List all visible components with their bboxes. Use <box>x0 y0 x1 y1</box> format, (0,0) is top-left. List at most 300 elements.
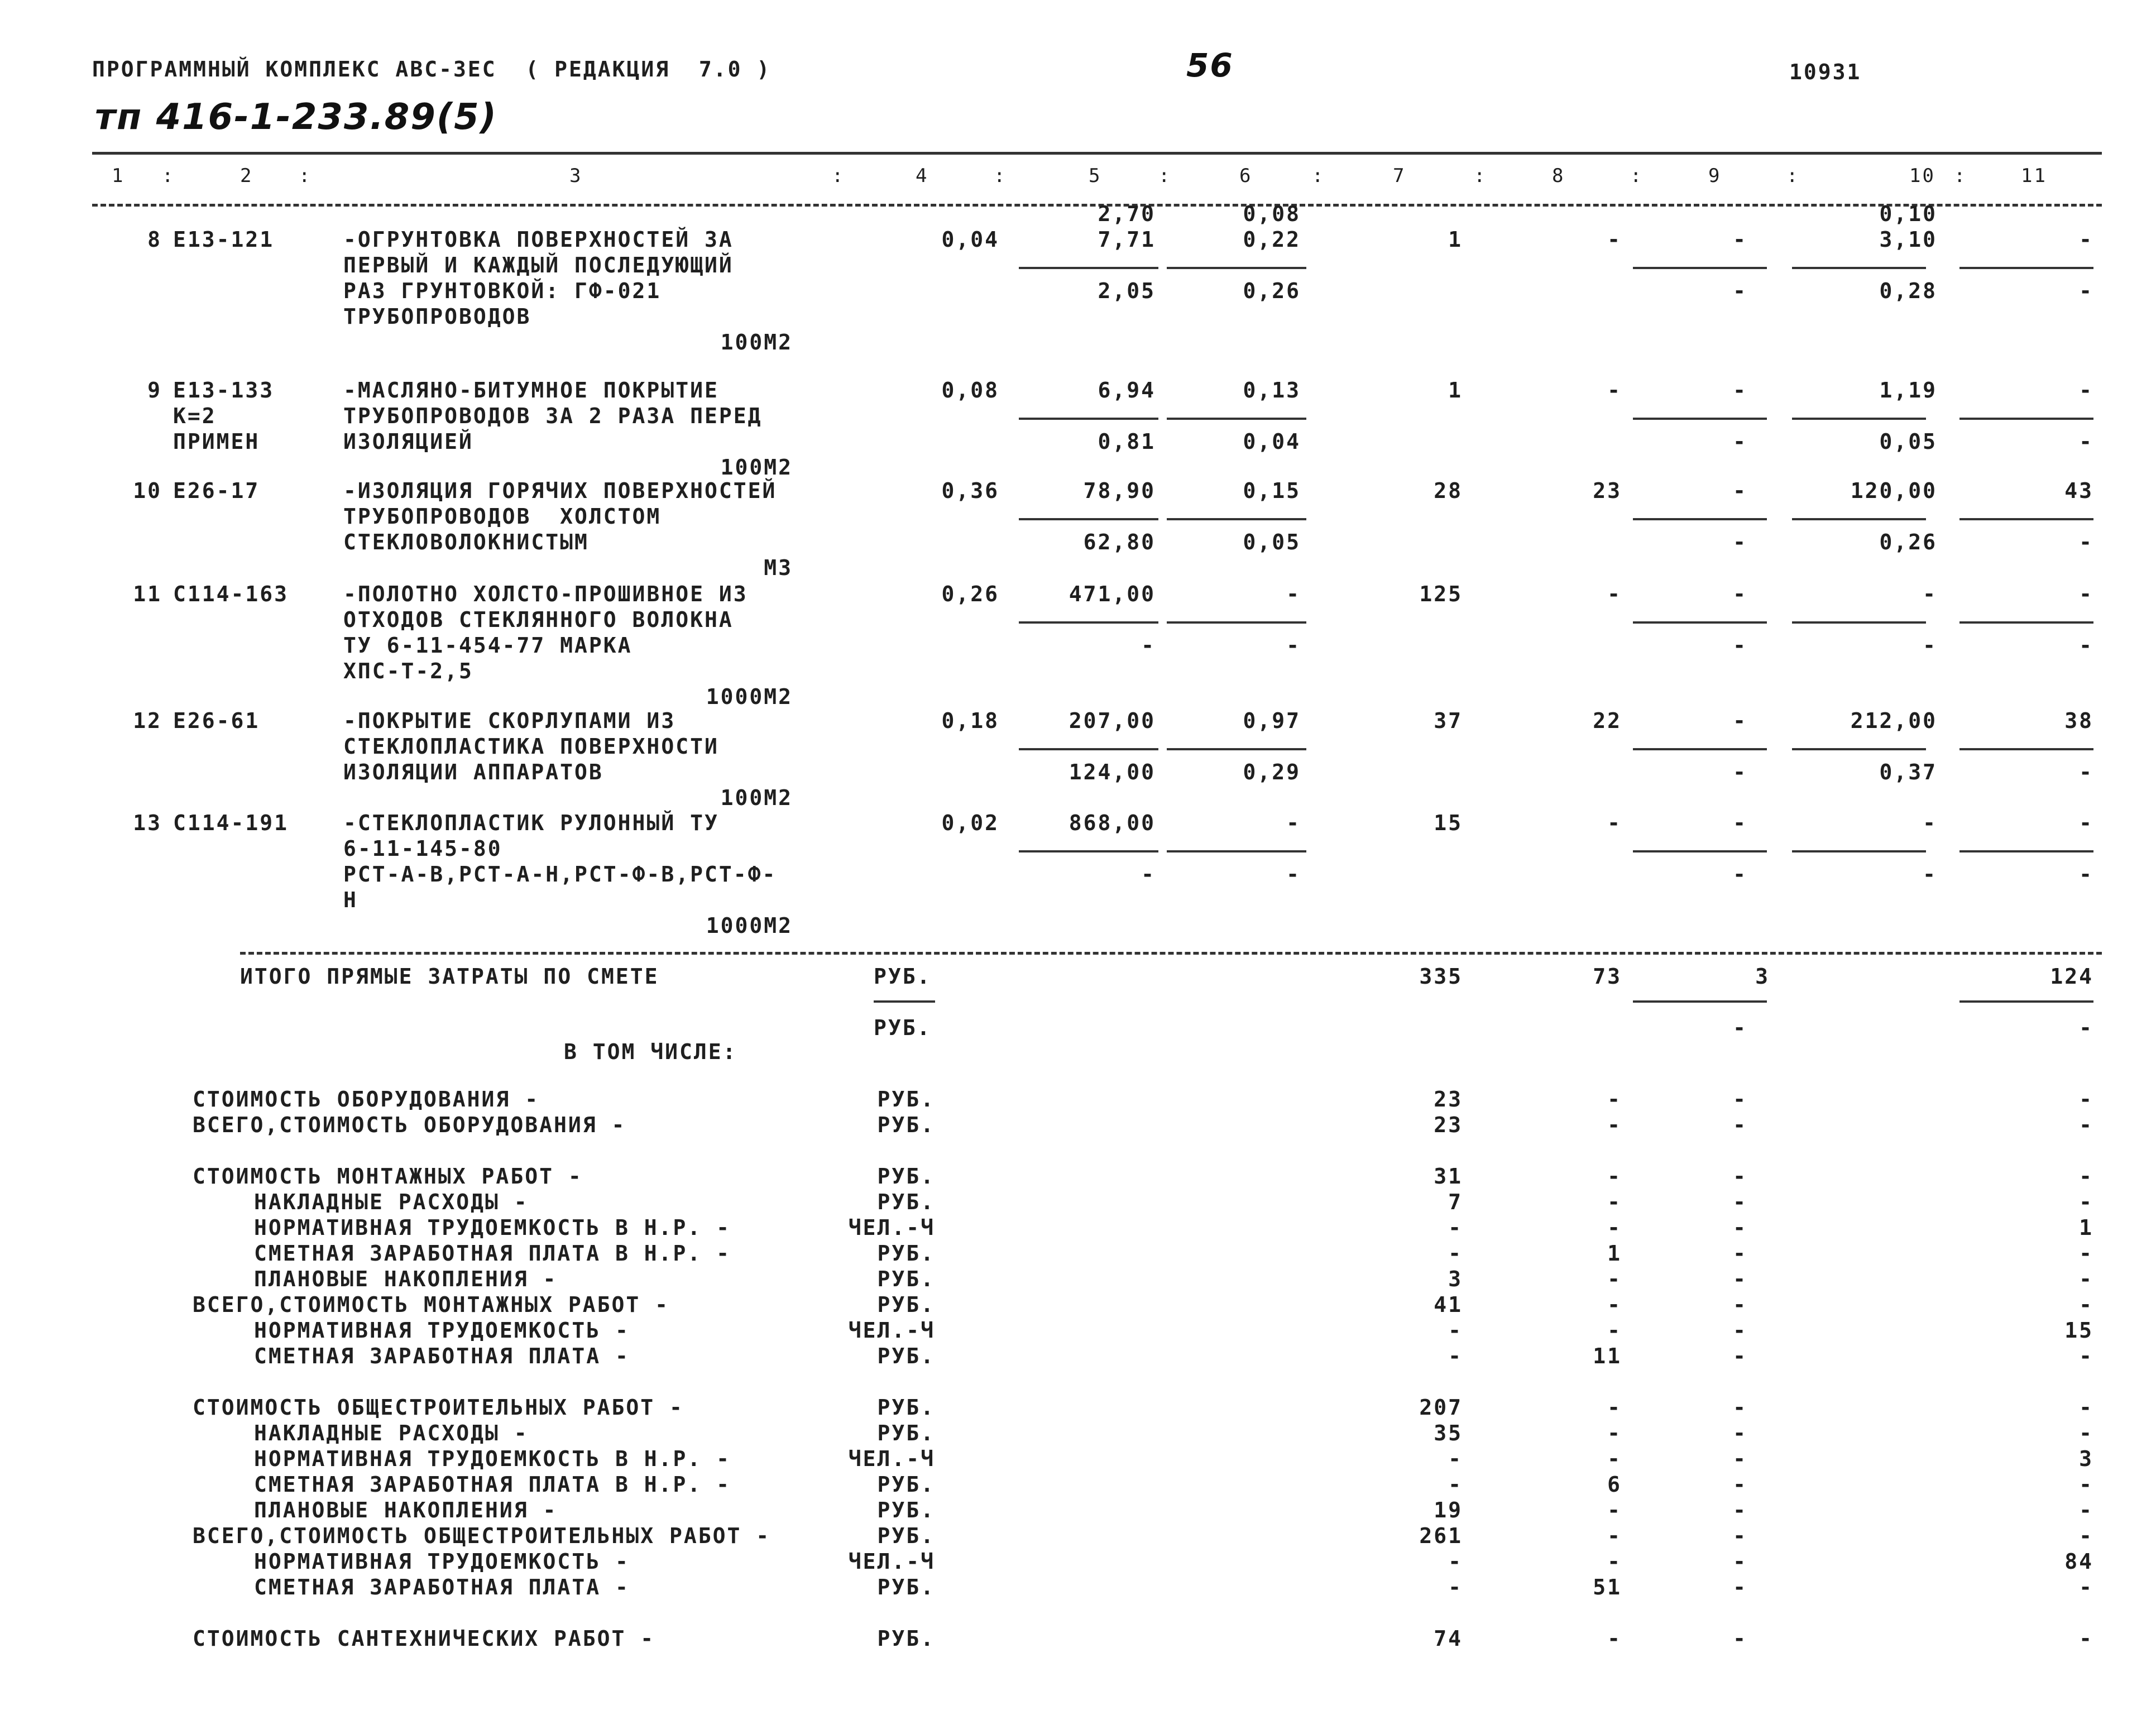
summary-col7: 261 <box>1419 1524 1463 1548</box>
summary-unit: РУБ. <box>877 1421 935 1445</box>
cell-col9: - <box>1733 478 1747 503</box>
column-header-label: : <box>299 165 312 187</box>
cell-col9: - <box>1733 227 1747 252</box>
summary-unit: РУБ. <box>877 1190 935 1214</box>
row-code: С114-191 <box>173 811 289 835</box>
summary-col9: - <box>1733 1087 1747 1112</box>
row-description-line: -ПОКРЫТИЕ СКОРЛУПАМИ ИЗ <box>343 708 676 733</box>
summary-col9: - <box>1733 1626 1747 1651</box>
summary-col8: 51 <box>1593 1575 1622 1599</box>
summary-unit: ЧЕЛ.-Ч <box>848 1549 935 1574</box>
summary-col11: - <box>2079 1524 2093 1548</box>
summary-col9: - <box>1733 1215 1747 1240</box>
cell-divider <box>1959 621 2093 624</box>
cell-col10: 3,10 <box>1879 227 1937 252</box>
cell-divider <box>1959 518 2093 520</box>
row-description-line: -ПОЛОТНО ХОЛСТО-ПРОШИВНОЕ ИЗ <box>343 582 748 606</box>
column-header-label: : <box>1474 165 1487 187</box>
column-header-label: 4 <box>916 165 929 187</box>
summary-unit: РУБ. <box>877 1344 935 1368</box>
summary-col7: - <box>1448 1215 1463 1240</box>
summary-label: СТОИМОСТЬ ОБОРУДОВАНИЯ - <box>193 1087 540 1112</box>
summary-unit: РУБ. <box>877 1267 935 1291</box>
cell-col10-sub: 0,28 <box>1879 279 1937 303</box>
row-description-line: СТЕКЛОПЛАСТИКА ПОВЕРХНОСТИ <box>343 734 719 759</box>
cell-col11: - <box>2079 227 2093 252</box>
summary-col11: - <box>2079 1292 2093 1317</box>
row-number: 12 <box>133 708 162 733</box>
cell-divider <box>1019 748 1158 750</box>
cell-col6: 0,15 <box>1243 478 1301 503</box>
summary-col11: 3 <box>2079 1446 2093 1471</box>
column-header-label: 1 <box>112 165 125 187</box>
cell-divider <box>1019 621 1158 624</box>
column-header-label: 10 <box>1909 165 1935 187</box>
cell-col8: - <box>1607 378 1622 403</box>
summary-label: НОРМАТИВНАЯ ТРУДОЕМКОСТЬ - <box>254 1549 630 1574</box>
row-unit: 100М2 <box>720 785 793 810</box>
summary-col9: - <box>1733 1575 1747 1599</box>
column-header-label: 11 <box>2021 165 2047 187</box>
program-title: ПРОГРАММНЫЙ КОМПЛЕКС АВС-ЗЕС ( РЕДАКЦИЯ 7.0 ) <box>92 57 772 82</box>
summary-col7: - <box>1448 1472 1463 1497</box>
summary-col7: 23 <box>1434 1113 1463 1137</box>
cell-divider <box>1959 748 2093 750</box>
summary-col9: - <box>1733 1344 1747 1368</box>
summary-col11: - <box>2079 1241 2093 1266</box>
summary-col9: - <box>1733 1164 1747 1189</box>
cell-col10-sub: - <box>1923 862 1937 887</box>
row-description-line: Н <box>343 888 358 912</box>
summary-col9: - <box>1733 1190 1747 1214</box>
cell-col8: - <box>1607 811 1622 835</box>
row-description-line: ХПС-Т-2,5 <box>343 659 473 683</box>
cell-col10-sub: - <box>1923 633 1937 658</box>
cell-col8: 22 <box>1593 708 1622 733</box>
summary-label: ВСЕГО,СТОИМОСТЬ МОНТАЖНЫХ РАБОТ - <box>193 1292 669 1317</box>
summary-col9: - <box>1733 1446 1747 1471</box>
cell-col10: 120,00 <box>1850 478 1937 503</box>
summary-col8: - <box>1607 1395 1622 1420</box>
summary-unit: ЧЕЛ.-Ч <box>848 1318 935 1343</box>
summary-unit: РУБ. <box>877 1241 935 1266</box>
row-code: Е13-121 <box>173 227 275 252</box>
row-description-line: ТРУБОПРОВОДОВ ХОЛСТОМ <box>343 504 662 529</box>
summary-col8: - <box>1607 1087 1622 1112</box>
column-header-label: : <box>162 165 175 187</box>
summary-col8: 11 <box>1593 1344 1622 1368</box>
summary-col8: 6 <box>1607 1472 1622 1497</box>
cell-col5: 868,00 <box>1069 811 1156 835</box>
summary-unit: РУБ. <box>877 1087 935 1112</box>
cell-col11-sub: - <box>2079 633 2093 658</box>
summary-col7: 23 <box>1434 1087 1463 1112</box>
row-description-line: СТЕКЛОВОЛОКНИСТЫМ <box>343 530 589 554</box>
row-description-line: ТРУБОПРОВОДОВ ЗА 2 РАЗА ПЕРЕД <box>343 404 763 428</box>
summary-label: СМЕТНАЯ ЗАРАБОТНАЯ ПЛАТА - <box>254 1575 630 1599</box>
cell-divider <box>1019 850 1158 852</box>
summary-col7: - <box>1448 1318 1463 1343</box>
cell-col5-sub: 124,00 <box>1069 760 1156 784</box>
row-number: 13 <box>133 811 162 835</box>
summary-col11: - <box>2079 1626 2093 1651</box>
cell-col11: 43 <box>2064 478 2093 503</box>
column-header-label: : <box>994 165 1007 187</box>
row-number: 10 <box>133 478 162 503</box>
total-divider <box>1633 1000 1767 1003</box>
summary-unit: РУБ. <box>877 1472 935 1497</box>
row-description-line: -МАСЛЯНО-БИТУМНОЕ ПОКРЫТИЕ <box>343 378 719 403</box>
cell-col5-sub: 0,81 <box>1098 429 1156 454</box>
summary-col7: - <box>1448 1344 1463 1368</box>
cell-col10: - <box>1923 811 1937 835</box>
summary-label: ВСЕГО,СТОИМОСТЬ ОБЩЕСТРОИТЕЛЬНЫХ РАБОТ - <box>193 1524 771 1548</box>
summary-col9: - <box>1733 1395 1747 1420</box>
cell-qty: 0,26 <box>941 582 999 606</box>
cell-divider <box>1633 418 1767 420</box>
cell-qty: 0,04 <box>941 227 999 252</box>
summary-col11: - <box>2079 1190 2093 1214</box>
summary-unit: РУБ. <box>877 1395 935 1420</box>
cell-col6-pre: 0,08 <box>1243 202 1301 226</box>
cell-divider <box>1633 267 1767 269</box>
summary-col8: - <box>1607 1215 1622 1240</box>
summary-col11: 15 <box>2064 1318 2093 1343</box>
row-code: С114-163 <box>173 582 289 606</box>
total-unit-2: РУБ. <box>874 1016 932 1040</box>
total-col9-sub: - <box>1733 1016 1747 1040</box>
summary-col9: - <box>1733 1318 1747 1343</box>
row-unit: 1000М2 <box>706 913 793 938</box>
cell-col11-sub: - <box>2079 279 2093 303</box>
row-description-line: ТРУБОПРОВОДОВ <box>343 304 531 329</box>
cell-col6: - <box>1286 582 1301 606</box>
header-top-rule <box>92 152 2102 155</box>
cell-qty: 0,02 <box>941 811 999 835</box>
cell-col7: 15 <box>1434 811 1463 835</box>
column-header-label: : <box>1158 165 1172 187</box>
cell-divider <box>1019 267 1158 269</box>
total-col9: 3 <box>1755 964 1770 989</box>
cell-divider <box>1019 518 1158 520</box>
summary-label: СТОИМОСТЬ ОБЩЕСТРОИТЕЛЬНЫХ РАБОТ - <box>193 1395 684 1420</box>
summary-col9: - <box>1733 1524 1747 1548</box>
cell-col5-pre: 2,70 <box>1098 202 1156 226</box>
cell-col5: 471,00 <box>1069 582 1156 606</box>
cell-divider <box>1167 518 1306 520</box>
document-code: 10931 <box>1789 60 1862 84</box>
summary-col8: - <box>1607 1549 1622 1574</box>
summary-col9: - <box>1733 1113 1747 1137</box>
summary-label: НОРМАТИВНАЯ ТРУДОЕМКОСТЬ - <box>254 1318 630 1343</box>
summary-col11: - <box>2079 1421 2093 1445</box>
cell-divider <box>1792 418 1926 420</box>
summary-label: ВСЕГО,СТОИМОСТЬ ОБОРУДОВАНИЯ - <box>193 1113 626 1137</box>
row-number: 9 <box>147 378 162 403</box>
summary-unit: РУБ. <box>877 1524 935 1548</box>
summary-label: ПЛАНОВЫЕ НАКОПЛЕНИЯ - <box>254 1498 558 1522</box>
column-header-label: 3 <box>569 165 583 187</box>
cell-col11: - <box>2079 378 2093 403</box>
column-header-label: : <box>1630 165 1644 187</box>
summary-col7: 31 <box>1434 1164 1463 1189</box>
summary-label: СТОИМОСТЬ МОНТАЖНЫХ РАБОТ - <box>193 1164 583 1189</box>
cell-qty: 0,18 <box>941 708 999 733</box>
project-number: тп 416-1-233.89(5) <box>95 97 497 138</box>
summary-col7: 7 <box>1448 1190 1463 1214</box>
summary-col9: - <box>1733 1498 1747 1522</box>
including-heading: В ТОМ ЧИСЛЕ: <box>564 1040 737 1064</box>
summary-label: НАКЛАДНЫЕ РАСХОДЫ - <box>254 1190 529 1214</box>
summary-col8: - <box>1607 1292 1622 1317</box>
row-description-line: ОТХОДОВ СТЕКЛЯННОГО ВОЛОКНА <box>343 607 734 632</box>
column-header-label: : <box>1312 165 1325 187</box>
summary-col11: - <box>2079 1395 2093 1420</box>
total-rule <box>240 952 2102 955</box>
summary-label: НАКЛАДНЫЕ РАСХОДЫ - <box>254 1421 529 1445</box>
cell-col7: 37 <box>1434 708 1463 733</box>
cell-col9: - <box>1733 582 1747 606</box>
cell-col10: 1,19 <box>1879 378 1937 403</box>
cell-divider <box>1633 850 1767 852</box>
row-number: 11 <box>133 582 162 606</box>
summary-col11: - <box>2079 1498 2093 1522</box>
cell-col9-sub: - <box>1733 429 1747 454</box>
cell-col10-sub: 0,26 <box>1879 530 1937 554</box>
summary-label: НОРМАТИВНАЯ ТРУДОЕМКОСТЬ В Н.Р. - <box>254 1446 731 1471</box>
cell-col11-sub: - <box>2079 760 2093 784</box>
summary-col9: - <box>1733 1292 1747 1317</box>
cell-col9-sub: - <box>1733 530 1747 554</box>
summary-col8: - <box>1607 1164 1622 1189</box>
cell-col7: 1 <box>1448 227 1463 252</box>
row-unit: 100М2 <box>720 330 793 355</box>
cell-divider <box>1633 748 1767 750</box>
row-description-line: -ОГРУНТОВКА ПОВЕРХНОСТЕЙ ЗА <box>343 227 734 252</box>
summary-col9: - <box>1733 1241 1747 1266</box>
row-description-line: -ИЗОЛЯЦИЯ ГОРЯЧИХ ПОВЕРХНОСТЕЙ <box>343 478 777 503</box>
cell-col9-sub: - <box>1733 862 1747 887</box>
summary-col9: - <box>1733 1472 1747 1497</box>
cell-col7: 1 <box>1448 378 1463 403</box>
row-code-note: ПРИМЕН <box>173 429 260 454</box>
cell-divider <box>1959 418 2093 420</box>
cell-col6-sub: - <box>1286 633 1301 658</box>
summary-label: СМЕТНАЯ ЗАРАБОТНАЯ ПЛАТА - <box>254 1344 630 1368</box>
row-unit: М3 <box>764 555 793 580</box>
cell-col11: - <box>2079 811 2093 835</box>
column-header-label: 2 <box>240 165 253 187</box>
cell-divider <box>1633 518 1767 520</box>
column-header-label: : <box>1786 165 1800 187</box>
summary-col11: - <box>2079 1472 2093 1497</box>
cell-col5: 7,71 <box>1098 227 1156 252</box>
cell-col11-sub: - <box>2079 429 2093 454</box>
row-description-line: РАЗ ГРУНТОВКОЙ: ГФ-021 <box>343 279 662 303</box>
summary-unit: РУБ. <box>877 1164 935 1189</box>
summary-unit: РУБ. <box>877 1626 935 1651</box>
cell-col7: 28 <box>1434 478 1463 503</box>
column-header-label: : <box>1954 165 1967 187</box>
row-number: 8 <box>147 227 162 252</box>
cell-col10-sub: 0,37 <box>1879 760 1937 784</box>
summary-col8: - <box>1607 1626 1622 1651</box>
cell-col11: - <box>2079 582 2093 606</box>
summary-col8: 1 <box>1607 1241 1622 1266</box>
cell-col8: - <box>1607 582 1622 606</box>
summary-col11: 84 <box>2064 1549 2093 1574</box>
cell-col8: - <box>1607 227 1622 252</box>
cell-col5-sub: - <box>1141 862 1156 887</box>
row-code: Е13-133 <box>173 378 275 403</box>
row-unit: 100М2 <box>720 455 793 480</box>
total-col11-sub: - <box>2079 1016 2093 1040</box>
total-col11: 124 <box>2050 964 2093 989</box>
summary-col7: 19 <box>1434 1498 1463 1522</box>
cell-col5-sub: 62,80 <box>1083 530 1156 554</box>
cell-col6: 0,22 <box>1243 227 1301 252</box>
summary-col11: - <box>2079 1344 2093 1368</box>
column-header-label: 7 <box>1393 165 1406 187</box>
cell-col10-sub: 0,05 <box>1879 429 1937 454</box>
cell-col6-sub: 0,29 <box>1243 760 1301 784</box>
summary-col7: - <box>1448 1446 1463 1471</box>
summary-col11: - <box>2079 1087 2093 1112</box>
cell-divider <box>1792 621 1926 624</box>
cell-col6: - <box>1286 811 1301 835</box>
cell-col6-sub: - <box>1286 862 1301 887</box>
cell-col6: 0,97 <box>1243 708 1301 733</box>
summary-col8: - <box>1607 1113 1622 1137</box>
summary-col7: - <box>1448 1549 1463 1574</box>
summary-col11: - <box>2079 1575 2093 1599</box>
cell-col6: 0,13 <box>1243 378 1301 403</box>
summary-col7: 74 <box>1434 1626 1463 1651</box>
summary-unit: РУБ. <box>877 1113 935 1137</box>
cell-col9: - <box>1733 811 1747 835</box>
cell-qty: 0,08 <box>941 378 999 403</box>
column-header-label: 8 <box>1552 165 1565 187</box>
summary-col8: - <box>1607 1446 1622 1471</box>
row-description-line: ПЕРВЫЙ И КАЖДЫЙ ПОСЛЕДУЮЩИЙ <box>343 253 734 277</box>
cell-divider <box>1019 418 1158 420</box>
cell-divider <box>1167 850 1306 852</box>
column-header-label: 6 <box>1239 165 1253 187</box>
cell-divider <box>1792 748 1926 750</box>
summary-col7: 3 <box>1448 1267 1463 1291</box>
total-divider <box>874 1000 935 1003</box>
cell-col10: - <box>1923 582 1937 606</box>
row-description-line: 6-11-145-80 <box>343 836 502 861</box>
cell-col5-sub: - <box>1141 633 1156 658</box>
total-label: ИТОГО ПРЯМЫЕ ЗАТРАТЫ ПО СМЕТЕ <box>240 964 659 989</box>
cell-col6-sub: 0,04 <box>1243 429 1301 454</box>
cell-divider <box>1633 621 1767 624</box>
cell-col9-sub: - <box>1733 633 1747 658</box>
cell-divider <box>1792 850 1926 852</box>
cell-col9-sub: - <box>1733 279 1747 303</box>
cell-col5: 6,94 <box>1098 378 1156 403</box>
summary-col11: - <box>2079 1113 2093 1137</box>
row-description-line: -СТЕКЛОПЛАСТИК РУЛОННЫЙ ТУ <box>343 811 719 835</box>
cell-col9-sub: - <box>1733 760 1747 784</box>
cell-col9: - <box>1733 378 1747 403</box>
summary-col11: 1 <box>2079 1215 2093 1240</box>
summary-col9: - <box>1733 1267 1747 1291</box>
cell-col5-sub: 2,05 <box>1098 279 1156 303</box>
row-unit: 1000М2 <box>706 684 793 709</box>
page-number: 56 <box>1186 46 1234 84</box>
row-description-line: РСТ-А-В,РСТ-А-Н,РСТ-Ф-В,РСТ-Ф- <box>343 862 777 887</box>
summary-col8: - <box>1607 1318 1622 1343</box>
summary-col8: - <box>1607 1267 1622 1291</box>
summary-label: НОРМАТИВНАЯ ТРУДОЕМКОСТЬ В Н.Р. - <box>254 1215 731 1240</box>
summary-unit: РУБ. <box>877 1575 935 1599</box>
cell-divider <box>1167 267 1306 269</box>
cell-col8: 23 <box>1593 478 1622 503</box>
summary-label: СМЕТНАЯ ЗАРАБОТНАЯ ПЛАТА В Н.Р. - <box>254 1472 731 1497</box>
cell-col9: - <box>1733 708 1747 733</box>
summary-col11: - <box>2079 1267 2093 1291</box>
summary-unit: ЧЕЛ.-Ч <box>848 1446 935 1471</box>
row-code: Е26-61 <box>173 708 260 733</box>
cell-col11: 38 <box>2064 708 2093 733</box>
cell-col6-sub: 0,26 <box>1243 279 1301 303</box>
cell-divider <box>1792 518 1926 520</box>
column-header-label: : <box>832 165 845 187</box>
summary-col7: - <box>1448 1575 1463 1599</box>
cell-divider <box>1167 418 1306 420</box>
cell-col5: 78,90 <box>1083 478 1156 503</box>
cell-divider <box>1959 850 2093 852</box>
summary-col7: 35 <box>1434 1421 1463 1445</box>
summary-col7: 41 <box>1434 1292 1463 1317</box>
summary-col8: - <box>1607 1421 1622 1445</box>
summary-col11: - <box>2079 1164 2093 1189</box>
summary-unit: РУБ. <box>877 1292 935 1317</box>
cell-divider <box>1167 621 1306 624</box>
row-code: Е26-17 <box>173 478 260 503</box>
summary-label: ПЛАНОВЫЕ НАКОПЛЕНИЯ - <box>254 1267 558 1291</box>
cell-col10: 212,00 <box>1850 708 1937 733</box>
cell-qty: 0,36 <box>941 478 999 503</box>
summary-col9: - <box>1733 1549 1747 1574</box>
summary-col7: 207 <box>1419 1395 1463 1420</box>
row-description-line: ТУ 6-11-454-77 МАРКА <box>343 633 633 658</box>
row-code-coef: К=2 <box>173 404 217 428</box>
summary-label: СМЕТНАЯ ЗАРАБОТНАЯ ПЛАТА В Н.Р. - <box>254 1241 731 1266</box>
cell-col10-pre: 0,10 <box>1879 202 1937 226</box>
total-col7: 335 <box>1419 964 1463 989</box>
summary-unit: ЧЕЛ.-Ч <box>848 1215 935 1240</box>
summary-unit: РУБ. <box>877 1498 935 1522</box>
total-unit: РУБ. <box>874 964 932 989</box>
cell-col6-sub: 0,05 <box>1243 530 1301 554</box>
column-header-label: 5 <box>1089 165 1102 187</box>
cell-divider <box>1959 267 2093 269</box>
cell-divider <box>1167 748 1306 750</box>
cell-divider <box>1792 267 1926 269</box>
row-description-line: ИЗОЛЯЦИИ АППАРАТОВ <box>343 760 603 784</box>
cell-col5: 207,00 <box>1069 708 1156 733</box>
total-col8: 73 <box>1593 964 1622 989</box>
total-divider <box>1959 1000 2093 1003</box>
cell-col11-sub: - <box>2079 862 2093 887</box>
column-header-label: 9 <box>1708 165 1722 187</box>
row-description-line: ИЗОЛЯЦИЕЙ <box>343 429 473 454</box>
summary-col8: - <box>1607 1524 1622 1548</box>
summary-col9: - <box>1733 1421 1747 1445</box>
